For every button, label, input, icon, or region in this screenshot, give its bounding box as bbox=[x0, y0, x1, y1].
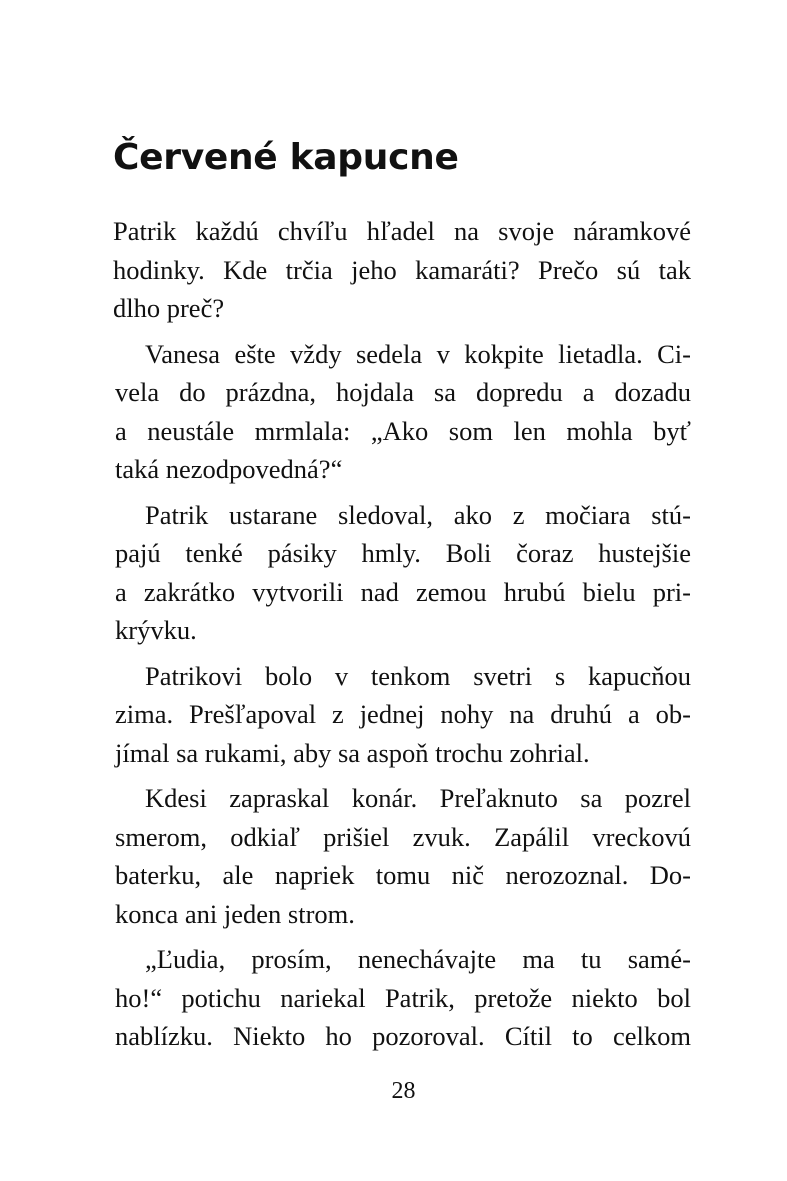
text-line: baterku, ale napriek tomu nič nerozoznal. Do- bbox=[115, 860, 691, 890]
text-line: a neustále mrmlala: „Ako som len mohla byť bbox=[115, 415, 691, 446]
text-line: „Ľudia, prosím, nenechávajte ma tu samé- bbox=[145, 944, 691, 974]
paragraph bbox=[113, 496, 691, 650]
text-line: Patrikovi bolo v tenkom svetri s kapucňou bbox=[145, 660, 691, 691]
text-line: konca ani jeden strom. bbox=[115, 898, 355, 929]
text-line: dlho preč? bbox=[113, 293, 225, 323]
chapter-title: Červené kapucne bbox=[113, 137, 459, 178]
paragraph bbox=[113, 657, 691, 773]
paragraph bbox=[113, 335, 691, 489]
text-line: smerom, odkiaľ prišiel zvuk. Zapálil vreckovú bbox=[115, 821, 691, 852]
chapter-body bbox=[113, 212, 691, 1056]
text-line: Kdesi zapraskal konár. Preľaknuto sa pozrel bbox=[145, 783, 691, 813]
paragraph bbox=[113, 212, 691, 328]
text-line: Patrik každú chvíľu hľadel na svoje náramkové bbox=[113, 216, 691, 246]
page-number: 28 bbox=[391, 1078, 416, 1104]
text-line: pajú tenké pásiky hmly. Boli čoraz hustejšie bbox=[115, 538, 691, 568]
text-line: krývku. bbox=[115, 615, 197, 645]
text-line: nablízku. Niekto ho pozoroval. Cítil to celkom bbox=[115, 1021, 691, 1051]
paragraph bbox=[113, 940, 691, 1056]
paragraph bbox=[113, 779, 691, 933]
text-line: vela do prázdna, hojdala sa dopredu a dozadu bbox=[115, 377, 691, 407]
text-line: zima. Prešľapoval z jednej nohy na druhú a ob- bbox=[115, 699, 691, 729]
text-line: jímal sa rukami, aby sa aspoň trochu zohrial. bbox=[115, 737, 590, 768]
text-line: taká nezodpovedná?“ bbox=[115, 454, 343, 484]
text-line: Vanesa ešte vždy sedela v kokpite lietadla. Ci- bbox=[145, 338, 691, 369]
text-line: hodinky. Kde trčia jeho kamaráti? Prečo sú tak bbox=[113, 254, 691, 285]
text-line: a zakrátko vytvorili nad zemou hrubú bielu pri- bbox=[115, 576, 691, 607]
text-line: ho!“ potichu nariekal Patrik, pretože niekto bol bbox=[115, 982, 691, 1013]
text-line: Patrik ustarane sledoval, ako z močiara stú- bbox=[145, 499, 691, 530]
